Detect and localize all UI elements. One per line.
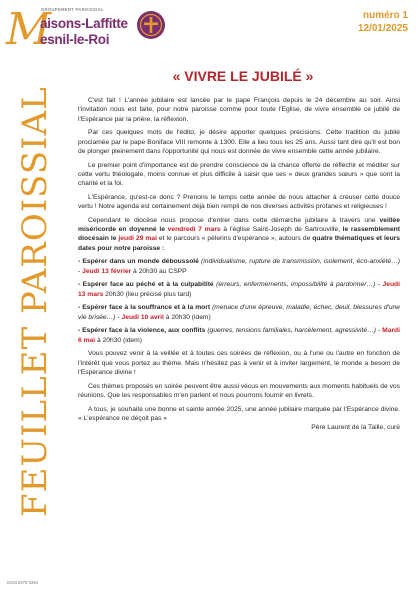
theme-time: à 20h30 au CSPP xyxy=(131,267,187,275)
paragraph: Ces thèmes proposés en soirée peuvent être aussi vécus en mouvements aux moments habituels de vos réunions. Que les responsables m'en parlent et nous pourrons fournir en livrets. xyxy=(78,382,400,399)
issue-date: 12/01/2025 xyxy=(357,23,408,34)
gathering-label: le rassemblement diocésain le xyxy=(78,226,400,243)
theme-date: Mardi 6 mai xyxy=(78,327,400,344)
vigil-date: vendredi 7 mars xyxy=(167,226,221,234)
text: - xyxy=(376,327,383,335)
paragraph: Vous pouvez venir à la veillée et à toutes ces soirées de réflexion, ou à l'une ou l'autre en fonction de l'intérêt que vous portez au thème. Mais n'hésitez pas à venir et à inviter largement, le monde a besoin de l'Espérance divine ! xyxy=(78,350,400,376)
theme-title: - Espérer face à la souffrance et à la mort xyxy=(78,304,213,312)
parish-name-line2: esnil-le-Roi xyxy=(40,32,110,47)
theme-date: Jeudi 13 février xyxy=(82,267,132,275)
theme-date: Jeudi 10 avril xyxy=(121,313,164,321)
parish-name-line1: aisons-Laffitte xyxy=(40,16,128,31)
text: - xyxy=(78,267,83,275)
paragraph: A tous, je souhaite une bonne et sainte année 2025, une année jubilaire marquée par l'Espérance divine. « L'espérance ne déçoit pas » xyxy=(78,405,400,422)
parish-seal-icon xyxy=(136,10,166,40)
group-label: GROUPEMENT PAROISSIAL xyxy=(41,7,104,12)
signature: Père Laurent de la Taille, curé xyxy=(311,424,400,432)
themes-label: quatre thématiques et leurs dates pour notre paroisse : xyxy=(78,235,400,252)
vigil-label: veillée miséricorde en doyenné le xyxy=(78,216,400,234)
logo-initial: M xyxy=(6,4,52,55)
paragraph-diocese-events xyxy=(78,216,400,253)
theme-item xyxy=(78,303,400,322)
theme-detail: (individualisme, rupture de transmission, isolement, éco-anxiété…) xyxy=(201,258,400,266)
theme-title: - Espérer face au péché et à la culpabilité xyxy=(78,281,217,289)
theme-time: 20h30 (lieu précisé plus tard) xyxy=(103,290,192,298)
text: à l'église Saint-Joseph de Sartrouville, xyxy=(220,226,343,234)
text: - xyxy=(115,313,122,321)
theme-date: Jeudi 13 mars xyxy=(78,281,400,298)
text: Cependant le diocèse nous propose d'entrer dans cette démarche jubilaire à travers une xyxy=(88,216,380,224)
paragraph: Par ces quelques mots de l'édito, je désire apporter quelques précisions. Cette tradition du jubilé proclamée par le pape Boniface VIII remonte à 1300. Elle a lieu tous les 25 ans. Aussi tant dire qu'il est bon de plonger pleinement dans l'opportunité qui nous est donnée de vivre ensemble cette année jubilaire. xyxy=(78,129,400,155)
theme-detail: (guerres, tensions familiales, harcèlement, agressivité…) xyxy=(207,327,377,335)
text: - xyxy=(375,281,383,289)
gathering-date: jeudi 29 mai xyxy=(118,235,157,243)
paragraph: C'est fait ! L'année jubilaire est lancée par le pape François depuis le 24 décembre au soir. Ainsi l'invitation nous est faite, pour notre paroisse comme pour toute l'Eglise, de vivre ensemble ce jubilé de l'Espérance par la prière, la réflexion. xyxy=(78,97,400,123)
theme-title: - Espérer face à la violence, aux conflits xyxy=(78,327,208,335)
issue-info xyxy=(358,9,408,35)
theme-detail: (erreurs, enfermements, impossibilité à pardonner…) xyxy=(216,281,376,289)
theme-item xyxy=(78,280,400,299)
theme-detail: (menace d'une épreuve, maladie, échec, deuil, blessures d'une vie brisée…) xyxy=(78,304,400,321)
parish-logo xyxy=(6,6,176,56)
theme-item xyxy=(78,326,400,345)
theme-time: à 20h30 (idem) xyxy=(95,336,142,344)
article-headline: « VIVRE LE JUBILÉ » xyxy=(172,68,314,84)
theme-title: - Espérer dans un monde déboussolé xyxy=(78,258,202,266)
issn-label: ISSN 2970-0264 xyxy=(7,580,38,585)
masthead-title: FEUILLET PAROISSIAL xyxy=(15,86,55,517)
text: et le parcours « pèlerins d'espérance », autours de xyxy=(156,235,313,243)
theme-item xyxy=(78,257,400,276)
paragraph: Le premier point d'importance est de prendre conscience de la chance offerte de réfléchir et méditer sur cette vertu théologale, moins connue et plus difficile à saisir que ses « deux grandes sœurs » que sont la charité et la foi. xyxy=(78,161,400,188)
paragraph: L'Espérance, qu'est-ce donc ? Prenons le temps cette année de nous attacher à creuser cette douce vertu ! Notre agenda est certainement déjà bien rempli de nos diverses activités profanes et religieuses ! xyxy=(78,193,400,211)
theme-time: à 20h30 (idem) xyxy=(163,313,211,321)
article-body xyxy=(78,96,400,433)
issue-number: numéro 1 xyxy=(362,10,408,21)
